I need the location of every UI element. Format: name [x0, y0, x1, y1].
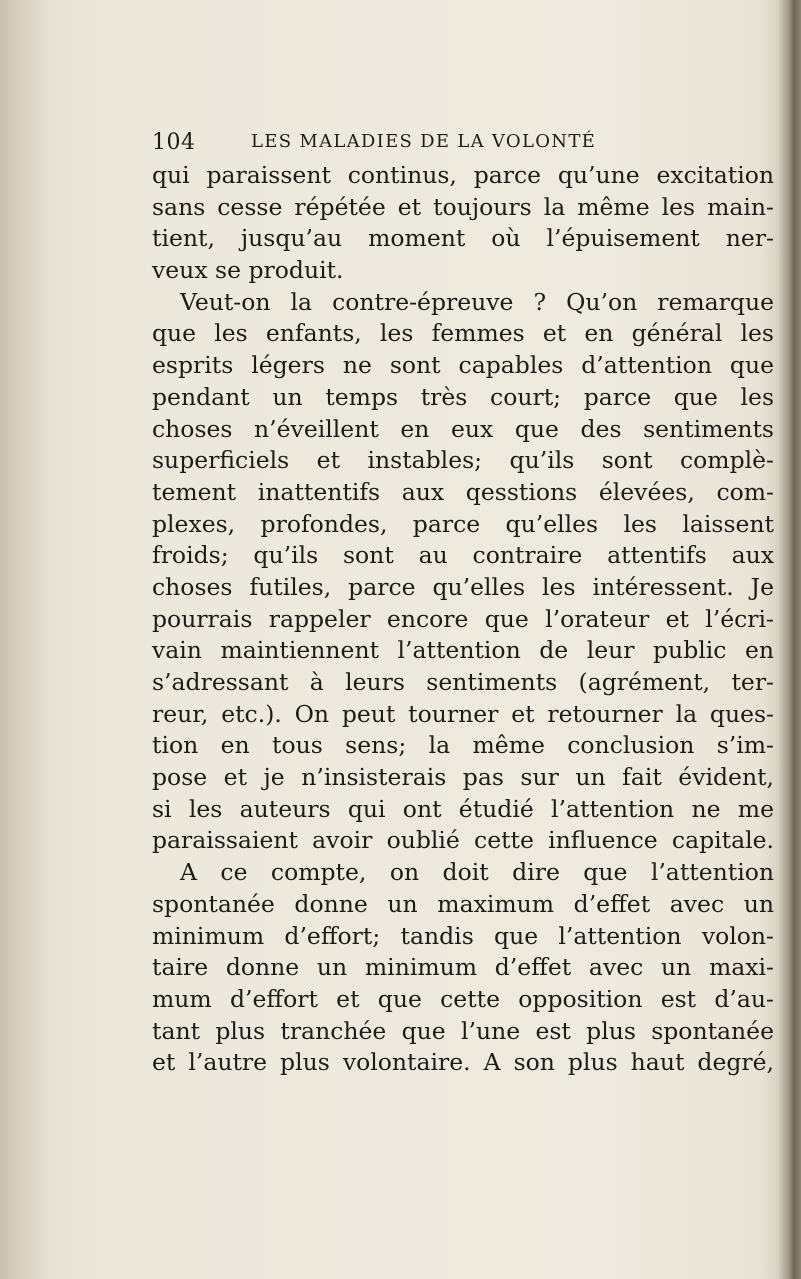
text-line: taire donne un minimum d’effet avec un maxi- — [152, 953, 774, 982]
text-line: spontanée donne un maximum d’effet avec un — [152, 889, 774, 918]
text-line: choses futiles, parce qu’elles les intéressent. Je — [152, 572, 774, 601]
text-line: que les enfants, les femmes et en général les — [152, 319, 774, 348]
text-line: pourrais rappeler encore que l’orateur et l’écri- — [152, 604, 774, 633]
page-gutter-shadow — [0, 0, 50, 1279]
page-header — [152, 128, 712, 158]
text-line: et l’autre plus volontaire. A son plus haut degré, — [152, 1048, 774, 1077]
text-line: tement inattentifs aux qesstions élevées, com- — [152, 477, 774, 506]
page-number: 104 — [152, 130, 196, 155]
text-line: plexes, profondes, parce qu’elles les laissent — [152, 509, 774, 538]
text-line: minimum d’effort; tandis que l’attention volon- — [152, 921, 774, 950]
text-line: vain maintiennent l’attention de leur public en — [152, 636, 774, 665]
text-line: paraissaient avoir oublié cette influence capitale. — [152, 826, 774, 855]
running-title: LES MALADIES DE LA VOLONTÉ — [251, 131, 597, 152]
text-line: si les auteurs qui ont étudié l’attention ne me — [152, 794, 774, 823]
text-line: sans cesse répétée et toujours la même les main- — [152, 192, 774, 221]
text-line: pendant un temps très court; parce que les — [152, 382, 774, 411]
text-line: tient, jusqu’au moment où l’épuisement ner- — [152, 224, 774, 253]
text-line: Veut-on la contre-épreuve ? Qu’on remarque — [180, 287, 774, 316]
text-line: choses n’éveillent en eux que des sentiments — [152, 414, 774, 443]
text-line: superficiels et instables; qu’ils sont complè- — [152, 446, 774, 475]
page-edge-shadow — [778, 0, 801, 1279]
text-line: tant plus tranchée que l’une est plus spontanée — [152, 1016, 774, 1045]
text-line: qui paraissent continus, parce qu’une excitation — [152, 161, 774, 189]
text-line: A ce compte, on doit dire que l’attention — [180, 858, 774, 887]
text-line: esprits légers ne sont capables d’attention que — [152, 351, 774, 380]
text-line: mum d’effort et que cette opposition est d’au- — [152, 984, 774, 1013]
text-line: pose et je n’insisterais pas sur un fait évident, — [152, 763, 774, 792]
text-line: veux se produit. — [152, 256, 344, 285]
body-text — [152, 160, 774, 1079]
text-line: tion en tous sens; la même conclusion s’im- — [152, 731, 774, 760]
text-line: s’adressant à leurs sentiments (agrément, ter- — [152, 668, 774, 696]
text-line: froids; qu’ils sont au contraire attentifs aux — [152, 541, 774, 570]
text-line: reur, etc.). On peut tourner et retourner la ques- — [152, 699, 774, 728]
